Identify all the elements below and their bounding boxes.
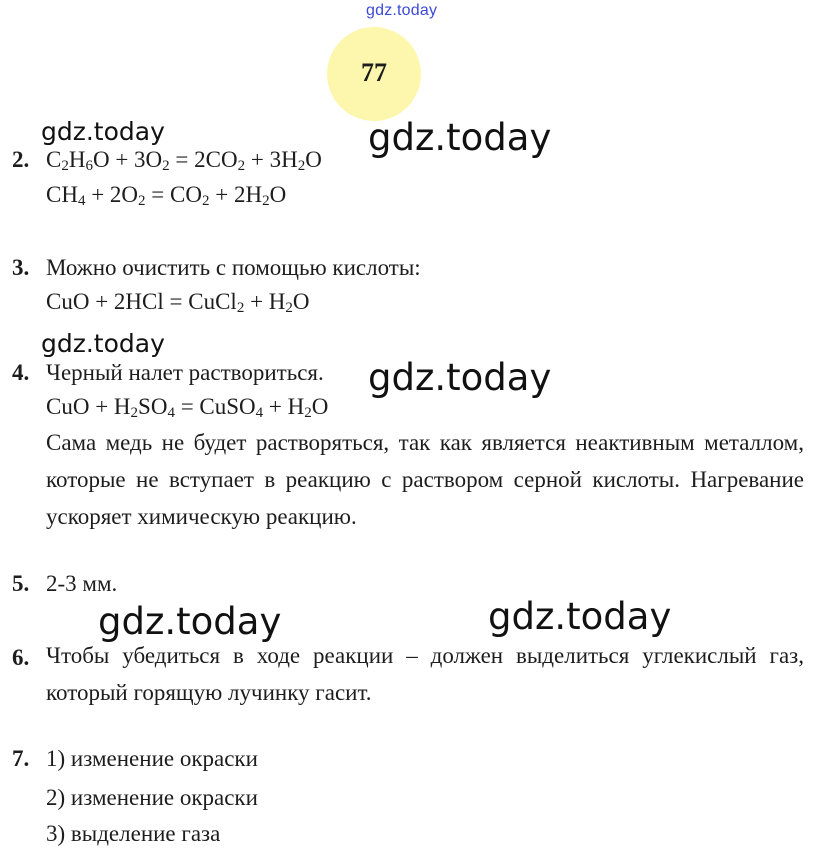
watermark: gdz.today xyxy=(41,329,165,358)
page-number: 77 xyxy=(361,58,387,87)
item-number: 6. xyxy=(12,645,30,670)
watermark-top: gdz.today xyxy=(366,2,438,19)
watermark: gdz.today xyxy=(41,117,165,146)
answer-option: 2) изменение окраски xyxy=(46,785,258,810)
item-number: 7. xyxy=(12,746,30,771)
answer-paragraph: Сама медь не будет растворяться, так как является неактивным металлом, которые не вступает в реакцию с раствором серной кислоты. Нагревание ускоряет химическую реакцию. xyxy=(46,430,804,529)
answer-option: 3) выделение газа xyxy=(46,821,221,846)
equation: CuO + 2HCl = CuCl$_2$ + $H_2O$ xyxy=(46,289,310,316)
item-number: 4. xyxy=(12,360,30,385)
page-number-badge xyxy=(327,27,421,121)
item-number: 5. xyxy=(12,571,30,596)
watermark: gdz.today xyxy=(98,600,282,643)
watermark: gdz.today xyxy=(368,356,552,399)
answer-text: Можно очистить с помощью кислоты: xyxy=(46,255,421,280)
equation: $CH_4 + 2O_2 = CO_2 + 2H_2O$ xyxy=(46,182,287,209)
item-number: 3. xyxy=(12,255,30,280)
watermark: gdz.today xyxy=(488,595,672,638)
answer-paragraph: Чтобы убедиться в ходе реакции – должен выделиться углекислый газ, который горящую лучинку гасит. xyxy=(46,643,804,705)
watermark: gdz.today xyxy=(368,116,552,159)
equation: CuO + $H_2SO_4$ = CuSO$_4$ + $H_2O$ xyxy=(46,394,329,421)
answer-text: Черный налет раствориться. xyxy=(46,360,324,385)
answer-option: 1) изменение окраски xyxy=(46,746,258,771)
equation: $C_2H_6O + 3O_2 = 2CO_2 + 3H_2O$ xyxy=(46,147,322,174)
item-number: 2. xyxy=(12,147,30,172)
answer-text: 2-3 мм. xyxy=(46,571,118,596)
